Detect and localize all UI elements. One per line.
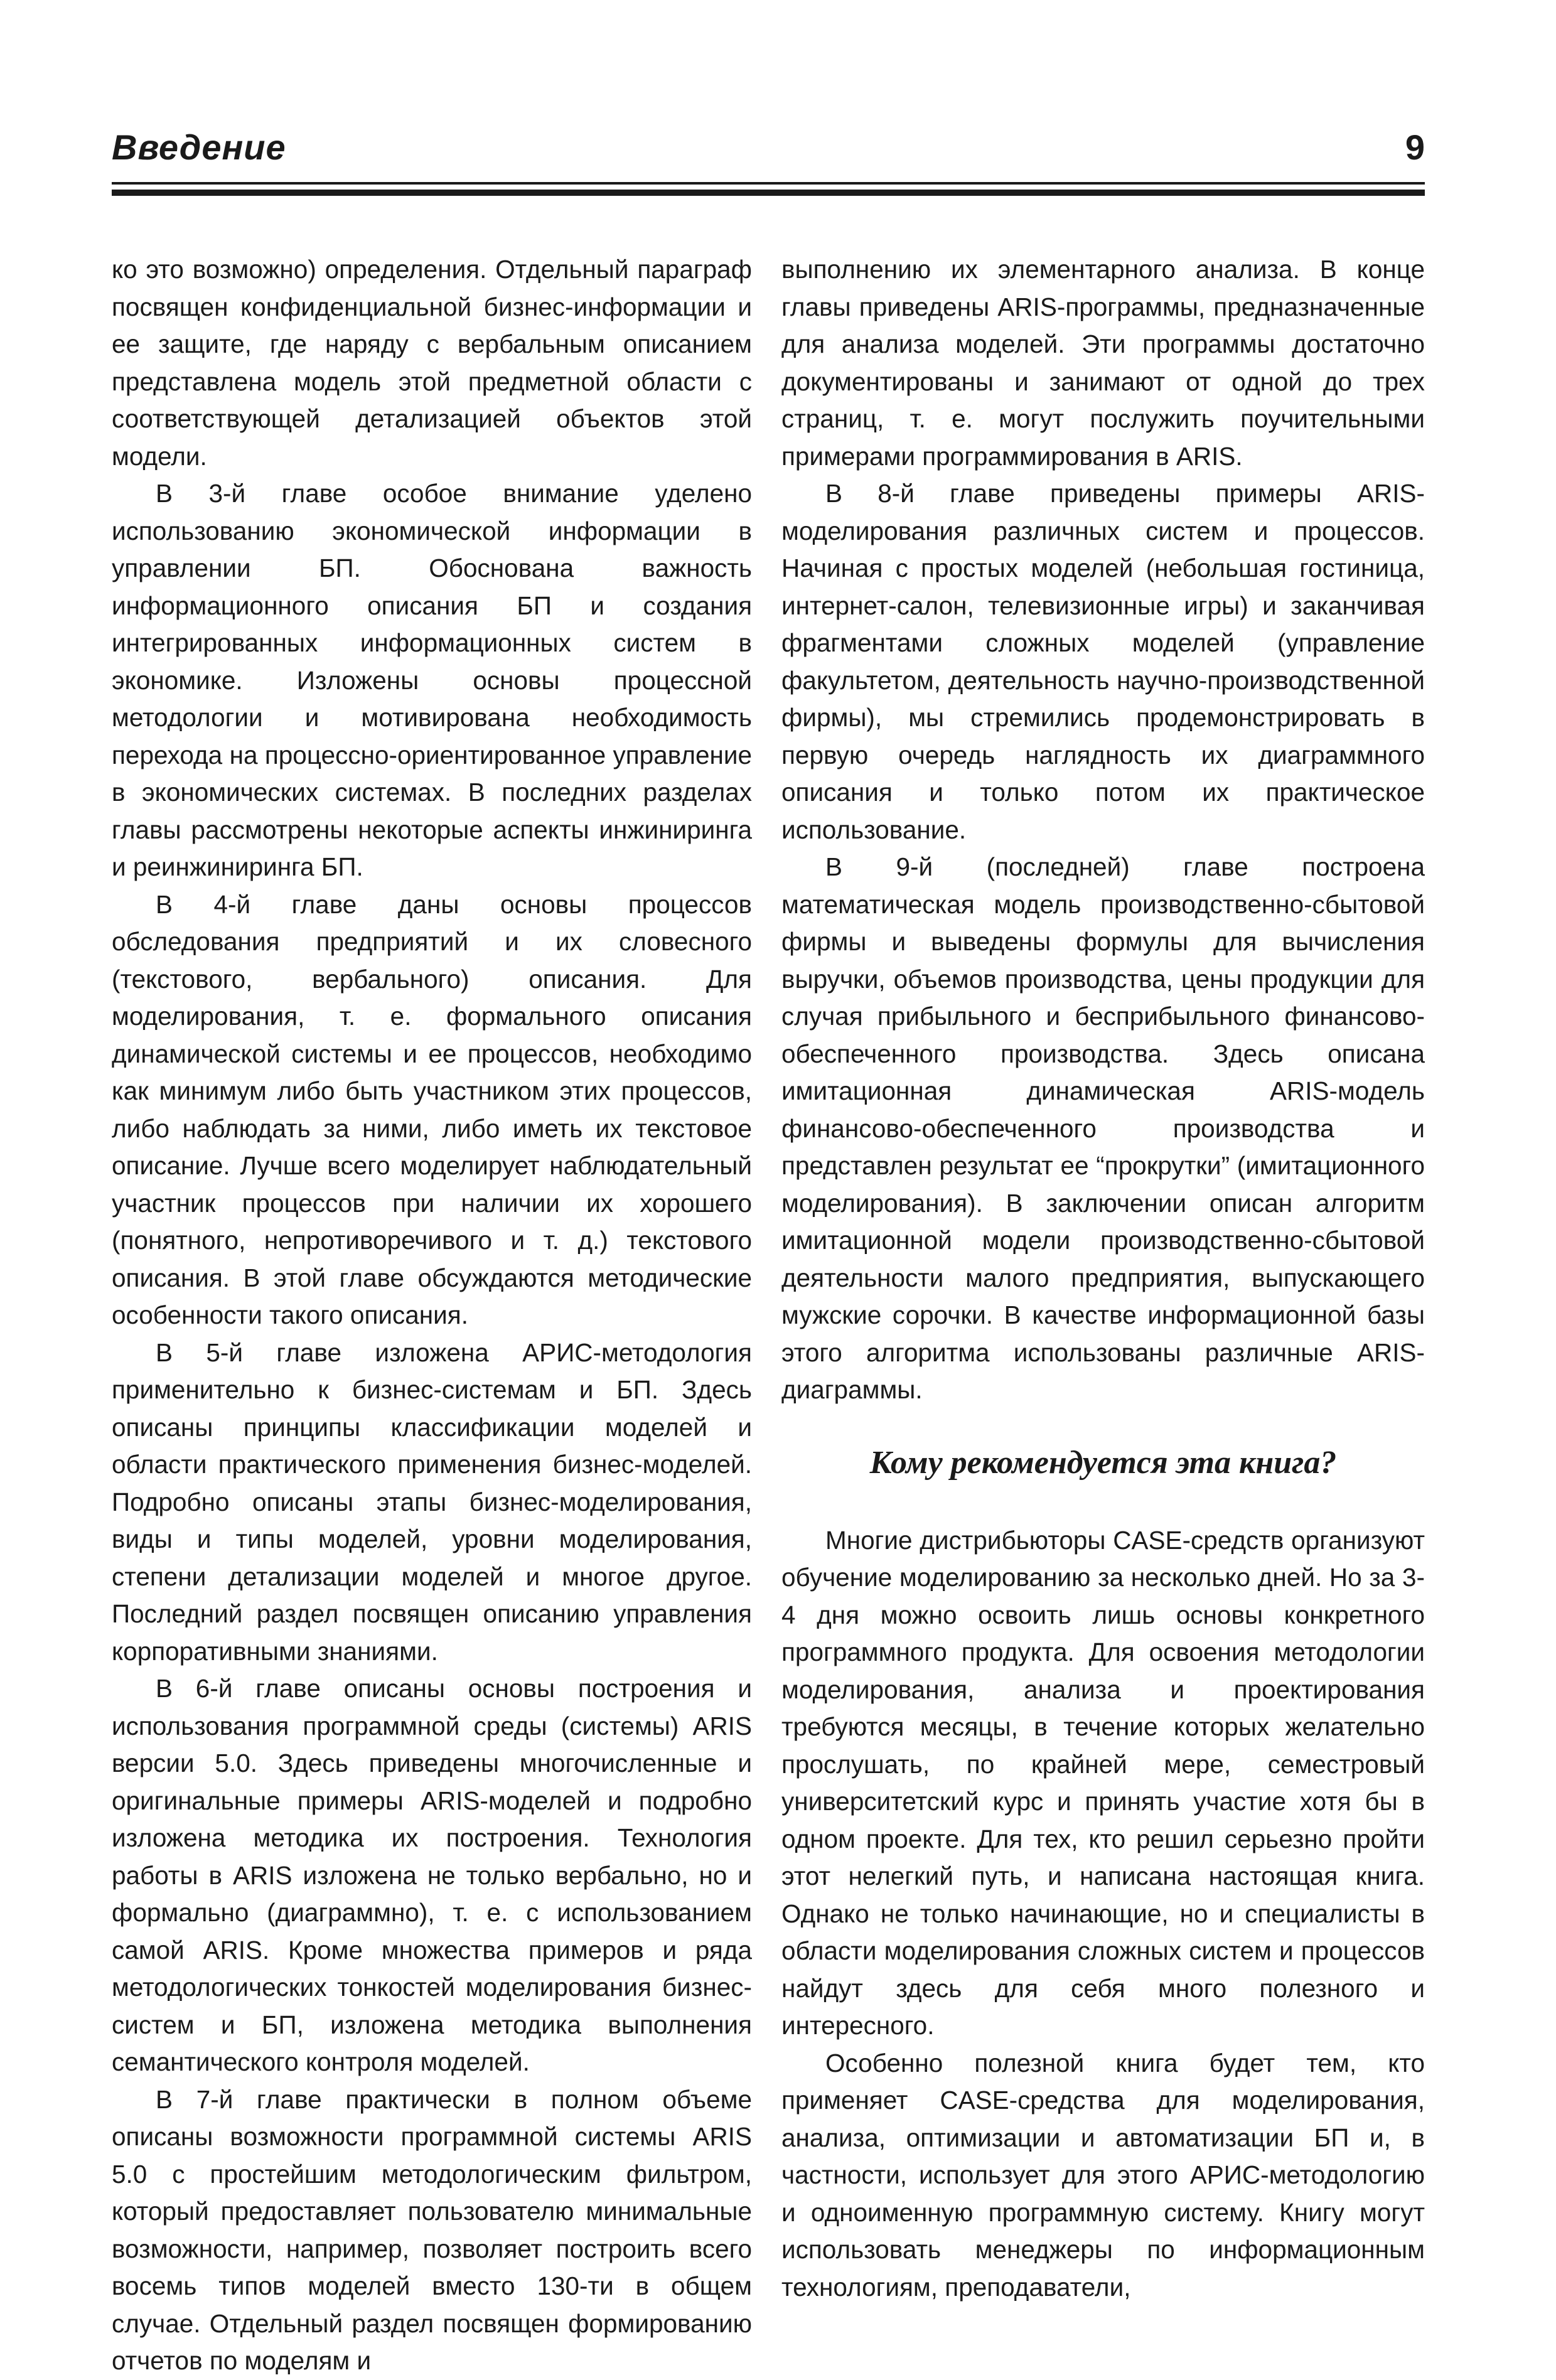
page-header	[112, 126, 1425, 176]
left-column	[112, 251, 752, 2380]
paragraph: ко это возможно) определения. Отдельный параграф посвящен конфиденциальной бизнес-информации и ее защите, где наряду с вербальным описанием представлена модель этой предметной области с соответствующей детализацией объектов этой модели.	[112, 255, 752, 471]
paragraph: В 8-й главе приведены примеры ARIS-моделирования различных систем и процессов. Начиная с простых моделей (небольшая гостиница, интернет-салон, телевизионные игры) и заканчивая фрагментами сложных моделей (управление факультетом, деятельность научно-производственной фирмы), мы стремились продемонстрировать в первую очередь наглядность их диаграммного описания и только потом их практическое использование.	[781, 479, 1425, 844]
running-title: Введение	[112, 127, 286, 167]
right-column	[781, 251, 1425, 2306]
paragraph: В 7-й главе практически в полном объеме описаны возможности программной системы ARIS 5.0 с простейшим методологическим фильтром, который предоставляет пользователю минимальные возможности, например, позволяет построить всего восемь типов моделей вместо 130-ти в общем случае. Отдельный раздел посвящен формированию отчетов по моделям и	[112, 2084, 752, 2375]
header-rule-thin	[112, 182, 1425, 185]
paragraph: выполнению их элементарного анализа. В конце главы приведены ARIS-программы, предназначенные для анализа моделей. Эти программы достаточно документированы и занимают от одной до трех страниц, т. е. могут послужить поучительными примерами программирования в ARIS.	[781, 255, 1425, 471]
paragraph: В 6-й главе описаны основы построения и использования программной среды (системы) ARIS версии 5.0. Здесь приведены многочисленные и оригинальные примеры ARIS-моделей и подробно изложена методика их построения. Технология работы в ARIS изложена не только вербально, но и формально (диаграммно), т. е. с использованием самой ARIS. Кроме множества примеров и ряда методологических тонкостей моделирования бизнес-систем и БП, изложена методика выполнения семантического контроля моделей.	[112, 1674, 752, 2076]
paragraph: В 5-й главе изложена АРИС-методология применительно к бизнес-системам и БП. Здесь описаны принципы классификации моделей и области практического применения бизнес-моделей. Подробно описаны этапы бизнес-моделирования, виды и типы моделей, уровни моделирования, степени детализации моделей и многое другое. Последний раздел посвящен описанию управления корпоративными знаниями.	[112, 1337, 752, 1666]
paragraph: Особенно полезной книга будет тем, кто применяет CASE-средства для моделирования, анализа, оптимизации и автоматизации БП и, в частности, использует для этого АРИС-методологию и одноименную программную систему. Книгу могут использовать менеджеры по информационным технологиям, преподаватели,	[781, 2048, 1425, 2302]
header-rule-thick	[112, 190, 1425, 196]
section-heading: Кому рекомендуется эта книга?	[869, 1444, 1337, 1481]
paragraph: В 4-й главе даны основы процессов обследования предприятий и их словесного (текстового, вербального) описания. Для моделирования, т. е. формального описания динамической системы и ее процессов, необходимо как минимум либо быть участником этих процессов, либо наблюдать за ними, либо иметь их текстовое описание. Лучше всего моделирует наблюдательный участник процессов при наличии их хорошего (понятного, непротиворечивого и т. д.) текстового описания. В этой главе обсуждаются методические особенности такого описания.	[112, 889, 752, 1329]
paragraph: В 3-й главе особое внимание уделено использованию экономической информации в управлении БП. Обоснована важность информационного описания БП и создания интегрированных информационных систем в экономике. Изложены основы процессной методологии и мотивирована необходимость перехода на процессно-ориентированное управление в экономических системах. В последних разделах главы рассмотрены некоторые аспекты инжиниринга и реинжиниринга БП.	[112, 479, 752, 881]
paragraph: Многие дистрибьюторы CASE-средств организуют обучение моделированию за несколько дней. Но за 3-4 дня можно освоить лишь основы конкретного программного продукта. Для освоения методологии моделирования, анализа и проектирования требуются месяцы, в течение которых желательно прослушать, по крайней мере, семестровый университетский курс и принять участие хотя бы в одном проекте. Для тех, кто решил серьезно пройти этот нелегкий путь, и написана настоящая книга. Однако не только начинающие, но и специалисты в области моделирования сложных систем и процессов найдут здесь для себя много полезного и интересного.	[781, 1525, 1425, 2040]
paragraph: В 9-й (последней) главе построена математическая модель производственно-сбытовой фирмы и выведены формулы для вычисления выручки, объемов производства, цены продукции для случая прибыльного и бесприбыльного финансово-обеспеченного производства. Здесь описана имитационная динамическая ARIS-модель финансово-обеспеченного производства и представлен результат ее “прокрутки” (имитационного моделирования). В заключении описан алгоритм имитационной модели производственно-сбытовой деятельности малого предприятия, выпускающего мужские сорочки. В качестве информационной базы этого алгоритма использованы различные ARIS-диаграммы.	[781, 852, 1425, 1404]
page-number: 9	[1405, 127, 1425, 167]
